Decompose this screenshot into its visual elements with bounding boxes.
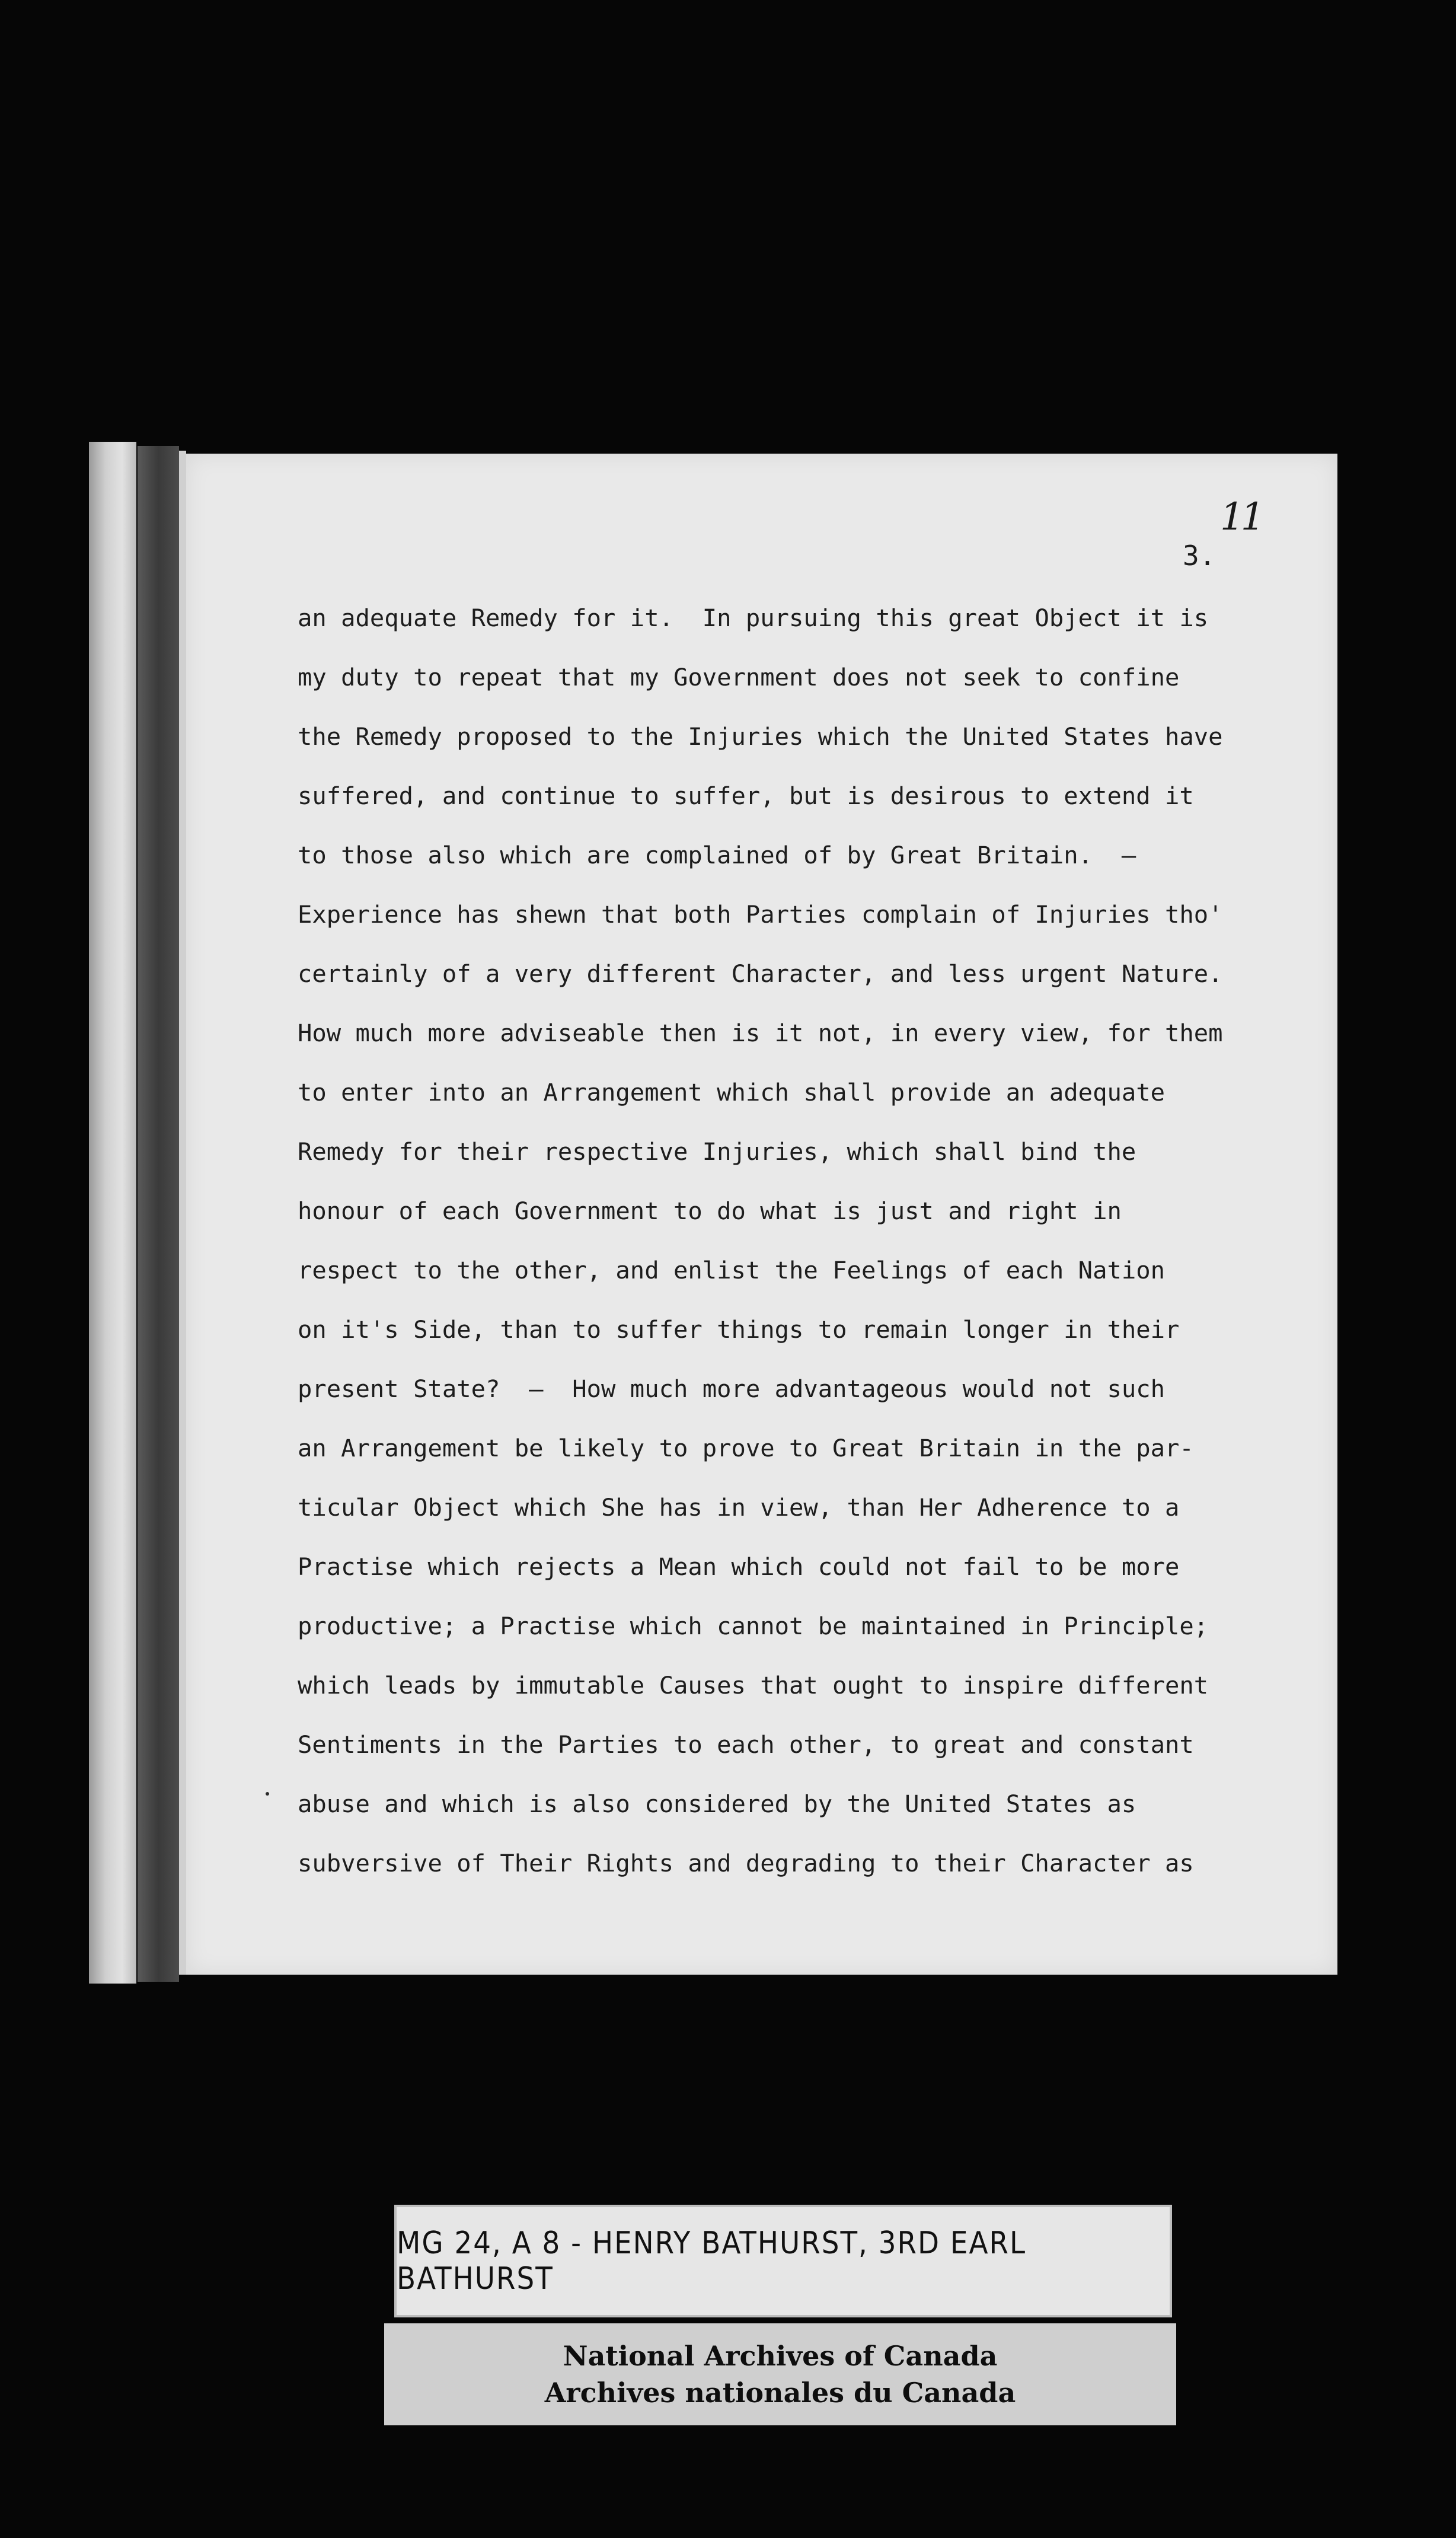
- archive-label: [384, 2323, 1176, 2425]
- text-line: an Arrangement be likely to prove to Great Britain in the par-: [298, 1434, 1194, 1462]
- archive-name-french: Archives nationales du Canada: [544, 2377, 1016, 2409]
- text-line: How much more adviseable then is it not, in every view, for them: [298, 1019, 1223, 1047]
- folio-mark: 11: [1220, 495, 1262, 539]
- text-line: to those also which are complained of by Great Britain. —: [298, 841, 1136, 869]
- text-line: Sentiments in the Parties to each other, to great and constant: [298, 1730, 1194, 1759]
- text-line: abuse and which is also considered by the United States as: [298, 1790, 1136, 1818]
- text-line: the Remedy proposed to the Injuries which the United States have: [298, 722, 1223, 751]
- text-line: Remedy for their respective Injuries, which shall bind the: [298, 1137, 1136, 1166]
- text-line: Experience has shewn that both Parties complain of Injuries tho': [298, 900, 1223, 929]
- text-line: which leads by immutable Causes that ought to inspire different: [298, 1671, 1209, 1700]
- collection-reference-text: MG 24, A 8 - HENRY BATHURST, 3RD EARL BATHURST: [397, 2225, 1026, 2297]
- text-line: my duty to repeat that my Government does not seek to confine: [298, 663, 1180, 691]
- film-edge-line: [179, 451, 186, 1975]
- archive-name-english: National Archives of Canada: [563, 2340, 998, 2372]
- text-line: on it's Side, than to suffer things to remain longer in their: [298, 1315, 1180, 1344]
- film-edge-dark: [138, 446, 179, 1982]
- text-line: an adequate Remedy for it. In pursuing this great Object it is: [298, 604, 1209, 632]
- text-line: present State? — How much more advantageous would not such: [298, 1375, 1165, 1403]
- typed-letter-body: [298, 600, 1329, 1905]
- text-line: productive; a Practise which cannot be maintained in Principle;: [298, 1612, 1209, 1640]
- text-line: ticular Object which She has in view, than Her Adherence to a: [298, 1493, 1180, 1522]
- text-line: suffered, and continue to suffer, but is desirous to extend it: [298, 782, 1194, 810]
- page-number: 3.: [1183, 540, 1216, 572]
- text-line: respect to the other, and enlist the Feelings of each Nation: [298, 1256, 1165, 1284]
- film-edge-light: [89, 442, 136, 1984]
- text-line: honour of each Government to do what is just and right in: [298, 1197, 1122, 1225]
- text-line: certainly of a very different Character, and less urgent Nature.: [298, 959, 1223, 988]
- text-line: Practise which rejects a Mean which could not fail to be more: [298, 1552, 1180, 1581]
- text-line: to enter into an Arrangement which shall provide an adequate: [298, 1078, 1165, 1107]
- collection-reference-label: [394, 2205, 1172, 2317]
- stray-ink-mark: [266, 1792, 269, 1796]
- text-line: subversive of Their Rights and degrading to their Character as: [298, 1849, 1194, 1877]
